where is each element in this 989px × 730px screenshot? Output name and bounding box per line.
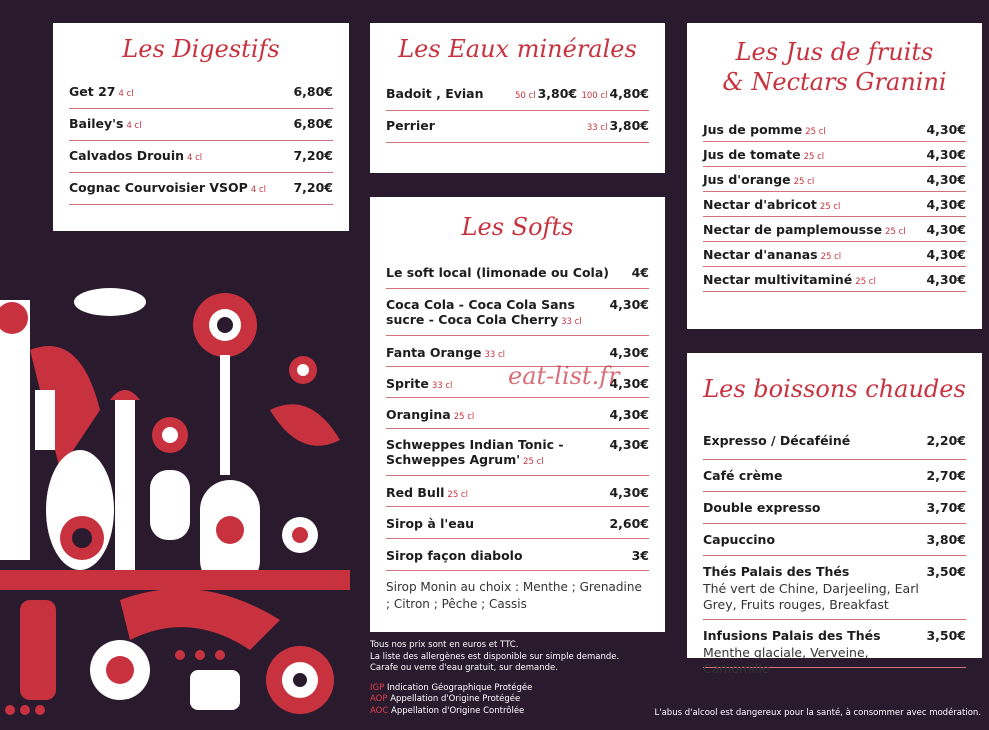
illustration-shape bbox=[20, 705, 30, 715]
item-name: Red Bull bbox=[386, 485, 445, 500]
item-name: Nectar d'ananas bbox=[703, 247, 818, 262]
item-volume: 4 cl bbox=[118, 89, 134, 99]
illustration-shape bbox=[35, 705, 45, 715]
item-volume: 33 cl bbox=[484, 350, 506, 360]
item-volume: 100 cl bbox=[581, 91, 608, 101]
item-name: Get 27 bbox=[69, 84, 116, 99]
item-volume: 4 cl bbox=[126, 121, 142, 131]
illustration-shape bbox=[195, 650, 205, 660]
menu-row bbox=[386, 476, 649, 507]
menu-row bbox=[703, 167, 966, 192]
illustration-shape bbox=[72, 528, 92, 548]
illustration-shape bbox=[106, 656, 134, 684]
item-name: Badoit , Evian bbox=[386, 86, 484, 101]
menu-row bbox=[386, 259, 649, 289]
item-price: 4,30€ bbox=[926, 172, 966, 187]
item-price: 3,50€ bbox=[926, 628, 966, 643]
cloud-shape bbox=[74, 288, 146, 316]
item-volume: 25 cl bbox=[453, 412, 475, 422]
menu-row bbox=[703, 620, 966, 676]
menu-row bbox=[69, 173, 333, 205]
menu-row bbox=[703, 192, 966, 217]
item-name: Sirop à l'eau bbox=[386, 516, 475, 531]
item-price: 4,30€ bbox=[609, 297, 649, 312]
menu-row bbox=[386, 429, 649, 476]
abbr-aoc-text: Appellation d'Origine Contrôlée bbox=[391, 705, 525, 716]
alcohol-warning: L'abus d'alcool est dangereux pour la santé, à consommer avec modération. bbox=[654, 708, 981, 718]
item-volume: 25 cl bbox=[523, 457, 544, 467]
watermark: eat-list.fr bbox=[508, 362, 620, 390]
item-name: Thés Palais des Thés bbox=[703, 564, 850, 579]
menu-row bbox=[703, 460, 966, 492]
note-igp bbox=[370, 683, 619, 695]
note-aoc bbox=[370, 706, 619, 718]
menu-row bbox=[703, 242, 966, 267]
item-price: 4,30€ bbox=[926, 247, 966, 262]
item-volume: 50 cl bbox=[515, 91, 536, 101]
digestifs-card bbox=[53, 23, 349, 231]
item-price: 7,20€ bbox=[293, 148, 333, 163]
jus-title-line2: & Nectars Granini bbox=[722, 68, 947, 96]
menu-row bbox=[703, 429, 966, 460]
item-name: Nectar d'abricot bbox=[703, 197, 817, 212]
item-volume: 33 cl bbox=[561, 317, 582, 327]
item-name: Jus de tomate bbox=[703, 147, 801, 162]
illustration-shape bbox=[162, 427, 178, 443]
item-volume: 25 cl bbox=[820, 252, 842, 262]
item-name: Nectar multivitaminé bbox=[703, 272, 853, 287]
leaf-shape bbox=[270, 404, 340, 445]
item-price: 4,30€ bbox=[609, 437, 649, 452]
note-aop bbox=[370, 694, 619, 706]
item-price: 2,70€ bbox=[926, 468, 966, 483]
item-name: Calvados Drouin bbox=[69, 148, 185, 163]
menu-row bbox=[703, 117, 966, 142]
item-price: 4,30€ bbox=[609, 345, 649, 360]
item-name: Bailey's bbox=[69, 116, 124, 131]
decorative-illustration bbox=[0, 270, 350, 730]
item-price: 2,20€ bbox=[926, 433, 966, 448]
item-name: Le soft local (limonade ou Cola) bbox=[386, 265, 609, 280]
note-water: Carafe ou verre d'eau gratuit, sur demande. bbox=[370, 663, 558, 673]
item-name: Coca Cola - Coca Cola Sans sucre - Coca Cola Cherry bbox=[386, 297, 575, 327]
saxophone-shape bbox=[120, 589, 280, 650]
eaux-card bbox=[370, 23, 665, 173]
item-name: Jus de pomme bbox=[703, 122, 803, 137]
item-volume: 33 cl bbox=[431, 381, 453, 391]
illustration-shape bbox=[293, 673, 307, 687]
heart-shape bbox=[110, 390, 140, 400]
menu-row bbox=[386, 289, 649, 336]
menu-row bbox=[703, 217, 966, 242]
menu-row bbox=[703, 142, 966, 167]
item-volume: 25 cl bbox=[447, 490, 468, 500]
jus-title-line1: Les Jus de fruits bbox=[735, 38, 934, 66]
item-volume: 25 cl bbox=[805, 127, 826, 137]
item-price: 3,70€ bbox=[926, 500, 966, 515]
illustration-shape bbox=[20, 600, 56, 700]
item-price: 4,30€ bbox=[926, 272, 966, 287]
footnotes bbox=[370, 640, 619, 717]
item-name: Jus d'orange bbox=[703, 172, 791, 187]
illustration-shape bbox=[0, 300, 30, 560]
item-price: 3€ bbox=[631, 548, 649, 563]
illustration-shape bbox=[35, 390, 55, 450]
trumpet-shape bbox=[150, 470, 190, 540]
item-price: 6,80€ bbox=[293, 84, 333, 99]
note-allergens: La liste des allergènes est disponible sur simple demande. bbox=[370, 651, 620, 662]
item-name: Capuccino bbox=[703, 532, 776, 547]
item-name: Sprite bbox=[386, 376, 429, 391]
digestifs-title: Les Digestifs bbox=[122, 35, 280, 63]
item-volume: 25 cl bbox=[793, 177, 815, 187]
item-price: 4,30€ bbox=[609, 485, 649, 500]
abbr-aop-text: Appellation d'Origine Protégée bbox=[390, 694, 521, 704]
item-description: Menthe glaciale, Verveine, Camomille bbox=[703, 645, 869, 676]
illustration-shape bbox=[190, 670, 240, 710]
menu-row bbox=[703, 267, 966, 292]
item-price: 4,30€ bbox=[609, 407, 649, 422]
softs-card bbox=[370, 197, 665, 632]
item-volume: 25 cl bbox=[819, 202, 841, 212]
jus-card bbox=[687, 23, 982, 329]
item-name: Orangina bbox=[386, 407, 451, 422]
note-prices: Tous nos prix sont en euros et TTC. bbox=[370, 640, 519, 650]
chaudes-title: Les boissons chaudes bbox=[703, 375, 966, 403]
menu-row bbox=[703, 556, 966, 620]
item-volume: 25 cl bbox=[885, 227, 906, 237]
eaux-title: Les Eaux minérales bbox=[398, 35, 637, 63]
menu-row bbox=[386, 539, 649, 571]
item-name: Perrier bbox=[386, 118, 435, 133]
item-name: Fanta Orange bbox=[386, 345, 482, 360]
flower-stem bbox=[220, 355, 230, 475]
item-price: 4,30€ bbox=[926, 122, 966, 137]
illustration-shape bbox=[0, 570, 350, 590]
item-price: 3,80€ bbox=[609, 118, 649, 133]
menu-row bbox=[69, 141, 333, 173]
item-name: Nectar de pamplemousse bbox=[703, 222, 883, 237]
item-volume: 25 cl bbox=[803, 152, 825, 162]
menu-row bbox=[386, 79, 649, 111]
item-price: 4,30€ bbox=[609, 376, 649, 391]
item-volume: 4 cl bbox=[187, 153, 203, 163]
abbr-igp: IGP bbox=[370, 682, 385, 693]
item-price: 4,30€ bbox=[926, 147, 966, 162]
syrup-note: Sirop Monin au choix : Menthe ; Grenadine ; Citron ; Pêche ; Cassis bbox=[386, 580, 642, 611]
illustration-shape bbox=[5, 705, 15, 715]
item-price: 3,50€ bbox=[926, 564, 966, 579]
item-volume: 4 cl bbox=[250, 185, 266, 195]
abbr-aoc: AOC bbox=[370, 705, 389, 716]
illustration-shape bbox=[297, 364, 309, 376]
menu-row bbox=[703, 524, 966, 556]
item-name: Double expresso bbox=[703, 500, 821, 515]
item-price: 4€ bbox=[631, 265, 649, 280]
menu-row bbox=[386, 398, 649, 429]
item-price: 4,30€ bbox=[926, 197, 966, 212]
illustration-shape bbox=[175, 650, 185, 660]
item-volume: 25 cl bbox=[855, 277, 876, 287]
item-name: Cognac Courvoisier VSOP bbox=[69, 180, 248, 195]
item-price: 6,80€ bbox=[293, 116, 333, 131]
item-description: Thé vert de Chine, Darjeeling, Earl Grey, Fruits rouges, Breakfast bbox=[703, 581, 919, 612]
item-price: 7,20€ bbox=[293, 180, 333, 195]
menu-row bbox=[69, 77, 333, 109]
menu-row bbox=[386, 111, 649, 143]
illustration-shape bbox=[215, 650, 225, 660]
item-name: Sirop façon diabolo bbox=[386, 548, 523, 563]
menu-row bbox=[69, 109, 333, 141]
abbr-aop: AOP bbox=[370, 694, 388, 704]
item-volume: 33 cl bbox=[586, 123, 608, 133]
item-name: Schweppes Indian Tonic - Schweppes Agrum' bbox=[386, 437, 564, 467]
illustration-shape bbox=[292, 527, 308, 543]
jus-title bbox=[703, 37, 966, 97]
item-price: 4,80€ bbox=[609, 86, 649, 101]
menu-row bbox=[703, 492, 966, 524]
illustration-shape bbox=[115, 400, 135, 570]
item-price: 3,80€ bbox=[926, 532, 966, 547]
menu-row bbox=[386, 507, 649, 539]
item-name: Café crème bbox=[703, 468, 783, 483]
item-price: 4,30€ bbox=[926, 222, 966, 237]
chaudes-card bbox=[687, 353, 982, 676]
item-name: Expresso / Décaféiné bbox=[703, 433, 851, 448]
abbr-igp-text: Indication Géographique Protégée bbox=[386, 682, 533, 693]
illustration-shape bbox=[216, 516, 244, 544]
flower-dot bbox=[217, 317, 233, 333]
item-price: 2,60€ bbox=[609, 516, 649, 531]
item-name: Infusions Palais des Thés bbox=[703, 628, 881, 643]
softs-title: Les Softs bbox=[461, 213, 574, 241]
item-price: 3,80€ bbox=[537, 86, 578, 101]
